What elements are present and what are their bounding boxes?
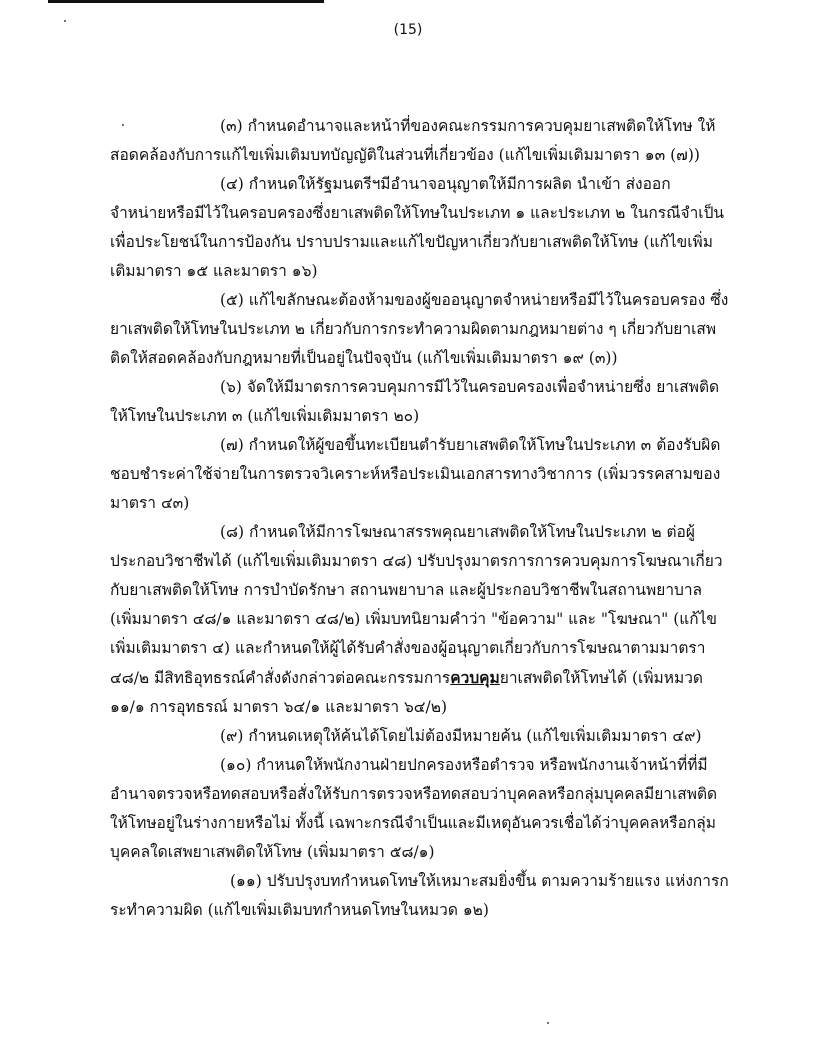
paragraph-11: (๑๑) ปรับปรุงบทกำหนดโทษให้เหมาะสมยิ่งขึ้น ตามความร้ายแรง แห่งการกระทำความผิด (แก้ไขเพิ่มเติมบทกำหนดโทษในหมวด ๑๒): [110, 872, 729, 919]
paragraph-5: (๕) แก้ไขลักษณะต้องห้ามของผู้ขออนุญาตจำหน่ายหรือมีไว้ในครอบครอง ซึ่งยาเสพติดให้โทษในประเภท ๒ เกี่ยวกับการกระทำความผิดตามกฎหมายต่าง ๆ เกี่ยวกับยาเสพติดให้สอดคล้องกับกฎหมายที่เป็นอยู่ในปัจจุบัน (แก้ไขเพิ่มเติมมาตรา ๑๙ (๓)): [110, 291, 729, 367]
paragraph-8: (๘) กำหนดให้มีการโฆษณาสรรพคุณยาเสพติดให้โทษในประเภท ๒ ต่อผู้ประกอบวิชาชีพได้ (แก้ไขเพิ่มเติมมาตรา ๔๘) ปรับปรุงมาตรการการควบคุมการโฆษณาเกี่ยวกับยาเสพติดให้โทษ การบำบัดรักษา สถานพยาบาล และผู้ประกอบวิชาชีพในสถานพยาบาล (เพิ่มมาตรา ๔๘/๑ และมาตรา ๔๘/๒) เพิ่มบทนิยามคำว่า "ข้อความ" และ "โฆษณา" (แก้ไขเพิ่มเติมมาตรา ๔) และกำหนดให้ผู้ได้รับคำสั่งของผู้อนุญาตเกี่ยวกับการโฆษณาตามมาตรา ๔๘/๒ มีสิทธิอุทธรณ์คำสั่งดังกล่าวต่อคณะกรรมการควบคุมยาเสพติดให้โทษได้ (เพิ่มหมวด ๑๑/๑ การอุทธรณ์ มาตรา ๖๔/๑ และมาตรา ๖๔/๒): [110, 523, 723, 716]
paragraph-4: (๔) กำหนดให้รัฐมนตรีฯมีอำนาจอนุญาตให้มีการผลิต นำเข้า ส่งออก จำหน่ายหรือมีไว้ในครอบครองซึ่งยาเสพติดให้โทษในประเภท ๑ และประเภท ๒ ในกรณีจำเป็นเพื่อประโยชน์ในการป้องกัน ปราบปรามและแก้ไขปัญหาเกี่ยวกับยาเสพติดให้โทษ (แก้ไขเพิ่มเติมมาตรา ๑๕ และมาตรา ๑๖): [110, 175, 725, 280]
document-body: [110, 112, 730, 925]
paragraph-7: (๗) กำหนดให้ผู้ขอขึ้นทะเบียนตำรับยาเสพติดให้โทษในประเภท ๓ ต้องรับผิดชอบชำระค่าใช้จ่ายในการตรวจวิเคราะห์หรือประเมินเอกสารทางวิชาการ (เพิ่มวรรคสามของมาตรา ๔๓): [110, 436, 721, 512]
paragraph-9: (๙) กำหนดเหตุให้ค้นได้โดยไม่ต้องมีหมายค้น (แก้ไขเพิ่มเติมมาตรา ๔๙): [220, 727, 702, 745]
top-rule: [48, 0, 324, 3]
paragraph-3: (๓) กำหนดอำนาจและหน้าที่ของคณะกรรมการควบคุมยาเสพติดให้โทษ ให้สอดคล้องกับการแก้ไขเพิ่มเติมบทบัญญัติในส่วนที่เกี่ยวข้อง (แก้ไขเพิ่มเติมมาตรา ๑๓ (๗)): [110, 117, 716, 164]
paragraph-6: (๖) จัดให้มีมาตรการควบคุมการมีไว้ในครอบครองเพื่อจำหน่ายซึ่ง ยาเสพติดให้โทษในประเภท ๓ (แก้ไขเพิ่มเติมมาตรา ๒๐): [110, 378, 720, 425]
underlined-term: ควบคุม: [450, 668, 500, 687]
scan-speck: [547, 1022, 549, 1024]
page-number: (15): [393, 22, 423, 38]
paragraph-10: (๑๐) กำหนดให้พนักงานฝ่ายปกครองหรือตำรวจ หรือพนักงานเจ้าหน้าที่ที่มี อำนาจตรวจหรือทดสอบหรือสั่งให้รับการตรวจหรือทดสอบว่าบุคคลหรือกลุ่มบุคคลมียาเสพติดให้โทษอยู่ในร่างกายหรือไม่ ทั้งนี้ เฉพาะกรณีจำเป็นและมีเหตุอันควรเชื่อได้ว่าบุคคลหรือกลุ่มบุคคลใดเสพยาเสพติดให้โทษ (เพิ่มมาตรา ๕๘/๑): [110, 756, 718, 861]
